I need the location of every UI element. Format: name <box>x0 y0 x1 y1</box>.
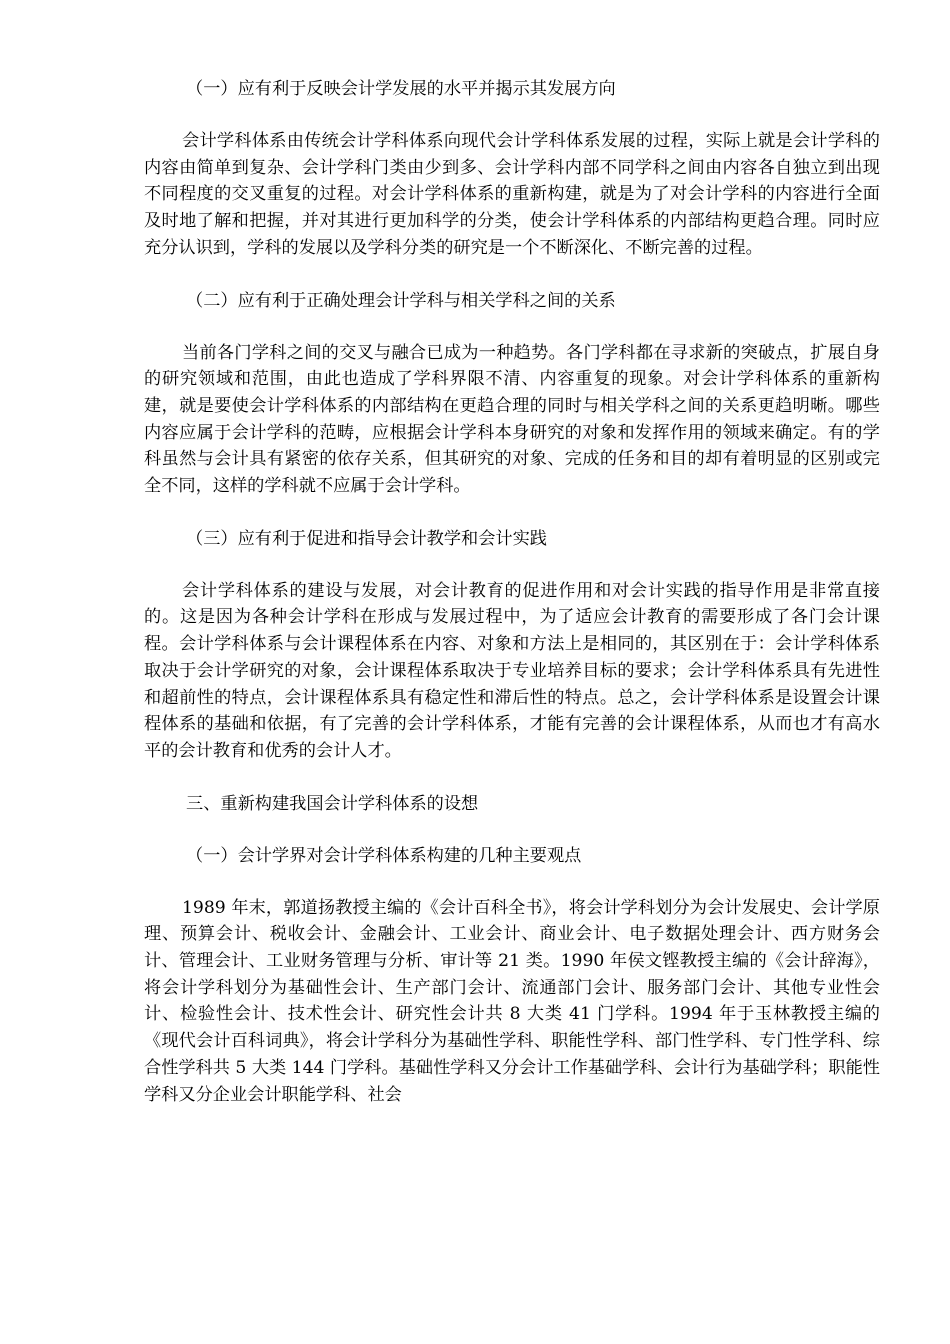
paragraph-2: 当前各门学科之间的交叉与融合已成为一种趋势。各门学科都在寻求新的突破点，扩展自身的研究领域和范围，由此也造成了学科界限不清、内容重复的现象。对会计学科体系的重新构建，就是要使会计学科体系的内部结构在更趋合理的同时与相关学科之间的关系更趋明晰。哪些内容应属于会计学科的范畴，应根据会计学科本身研究的对象和发挥作用的领域来确定。有的学科虽然与会计具有紧密的依存关系，但其研究的对象、完成的任务和目的却有着明显的区别或完全不同，这样的学科就不应属于会计学科。 <box>144 342 880 497</box>
section-heading-2: （二）应有利于正确处理会计学科与相关学科之间的关系 <box>186 290 616 311</box>
section-heading-1: （一）应有利于反映会计学发展的水平并揭示其发展方向 <box>186 79 616 99</box>
paragraph-1: 会计学科体系由传统会计学科体系向现代会计学科体系发展的过程，实际上就是会计学科的内容由简单到复杂、会计学科门类由少到多、会计学科内部不同学科之间由内容各自独立到出现不同程度的交叉重复的过程。对会计学科体系的重新构建，就是为了对会计学科的内容进行全面及时地了解和把握，并对其进行更加科学的分类，使会计学科体系的内部结构更趋合理。同时应充分认识到，学科的发展以及学科分类的研究是一个不断深化、不断完善的过程。 <box>144 131 880 258</box>
paragraph-3: 会计学科体系的建设与发展，对会计教育的促进作用和对会计实践的指导作用是非常直接的。这是因为各种会计学科在形成与发展过程中，为了适应会计教育的需要形成了各门会计课程。会计学科体系与会计课程体系在内容、对象和方法上是相同的，其区别在于：会计学科体系取决于会计学研究的对象，会计课程体系取决于专业培养目标的要求；会计学科体系具有先进性和超前性的特点，会计课程体系具有稳定性和滞后性的特点。总之，会计学科体系是设置会计课程体系的基础和依据，有了完善的会计学科体系，才能有完善的会计课程体系，从而也才有高水平的会计教育和优秀的会计人才。 <box>144 580 880 761</box>
section-heading-3: （三）应有利于促进和指导会计教学和会计实践 <box>186 528 547 549</box>
document-body <box>144 76 880 1108</box>
section-heading-3-1: （一）会计学界对会计学科体系构建的几种主要观点 <box>186 845 582 866</box>
paragraph-4: 1989 年末，郭道扬教授主编的《会计百科全书》，将会计学科划分为会计发展史、会计学原理、预算会计、税收会计、金融会计、工业会计、商业会计、电子数据处理会计、西方财务会计、管理会计、工业财务管理与分析、审计等 21 类。1990 年侯文铿教授主编的《会计辞海》，将会计学科划分为基础性会计、生产部门会计、流通部门会计、服务部门会计、其他专业性会计、检验性会计、技术性会计、研究性会计共 8 大类 41 门学科。1994 年于玉林教授主编的《现代会计百科词典》，将会计学科分为基础性学科、职能性学科、部门性学科、专门性学科、综合性学科共 5 大类 144 门学科。基础性学科又分会计工作基础学科、会计行为基础学科；职能性学科又分企业会计职能学科、社会 <box>144 897 880 1105</box>
chapter-heading-3: 三、重新构建我国会计学科体系的设想 <box>186 793 479 814</box>
